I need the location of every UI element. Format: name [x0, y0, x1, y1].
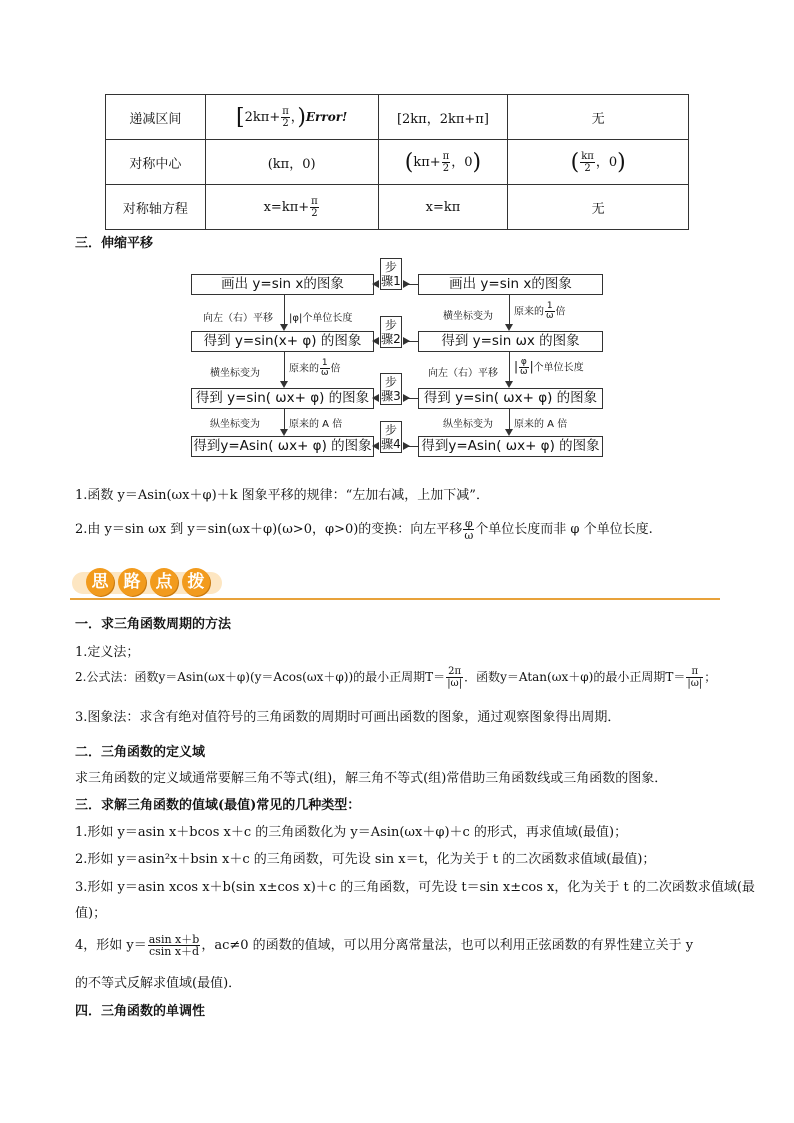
flow-label: 原来的 $\frac{1}{\omega}$ 倍 [289, 358, 341, 378]
note-1: 1.函数 y＝Asin(ωx＋φ)＋k 图象平移的规律：“左加右减，上加下减”． [75, 488, 489, 503]
flow-label: 向左（右）平移 [428, 368, 498, 379]
table-cell: (kπ+ $\frac{\pi}{2}$ ，0) [378, 140, 508, 185]
trig-properties-table [105, 94, 689, 230]
section-title: 二．三角函数的定义域 [75, 745, 206, 760]
flow-label: |φ|个单位长度 [289, 313, 353, 324]
arrow-down-icon [505, 381, 513, 388]
step-1-box: 步骤1 [381, 260, 401, 288]
flow-right-box-4: 得到y=Asin( ωx+ φ) 的图象 [418, 436, 603, 457]
note-2: 2.由 y＝sin ωx 到 y＝sin(ωx＋φ)(ω>0，φ>0)的变换：向左平移 $\frac{\varphi}{\omega}$ 个单位长度而非 φ 个单位长度. [75, 517, 653, 542]
flow-label: 原来的 A 倍 [289, 419, 343, 430]
table-cell: 无 [508, 95, 689, 140]
flow-label: 横坐标变为 [443, 311, 493, 322]
arrow-left-icon [372, 280, 379, 288]
arrow-down-icon [280, 429, 288, 436]
arrow-down-icon [505, 429, 513, 436]
paragraph: 求三角函数的定义域通常要解三角不等式(组)，解三角不等式(组)常借助三角函数线或三角函数的图象． [75, 771, 668, 786]
banner-char: 点 [150, 568, 178, 596]
banner-char: 思 [86, 568, 114, 596]
banner-char: 路 [118, 568, 146, 596]
flow-left-box-1: 画出 y=sin x的图象 [191, 274, 374, 295]
flow-left-box-4: 得到y=Asin( ωx+ φ) 的图象 [191, 436, 374, 457]
table-cell: [2kπ，2kπ+π] [378, 95, 508, 140]
flow-label: 纵坐标变为 [210, 419, 260, 430]
paragraph: 2.形如 y＝asin²x＋bsin x＋c 的三角函数，可先设 sin x＝t，化为关于 t 的二次函数求值域(最值)； [75, 852, 656, 867]
paragraph: 4，形如 y＝ $\frac{\text{asin x＋b}}{\text{csin x＋d}}$ ，ac≠0 的函数的值域，可以用分离常量法，也可以利用正弦函数的有界性建立关于 y [75, 933, 694, 958]
table-cell: x=kπ+ $\frac{\pi}{2}$ [205, 185, 378, 230]
arrow-left-icon [372, 337, 379, 345]
paragraph: 1.定义法； [75, 645, 140, 660]
arrow-left-icon [372, 442, 379, 450]
table-cell: x=kπ [378, 185, 508, 230]
arrow-down-icon [280, 324, 288, 331]
step-2-box: 步骤2 [381, 318, 401, 346]
banner-char: 拨 [182, 568, 210, 596]
flow-label: | $\frac{\varphi}{\omega}$ |个单位长度 [514, 357, 584, 377]
section-title: 四．三角函数的单调性 [75, 1004, 206, 1019]
flow-left-box-2: 得到 y=sin(x+ φ) 的图象 [191, 331, 374, 352]
error-text: Error! [305, 109, 348, 124]
flow-right-box-2: 得到 y=sin ωx 的图象 [418, 331, 603, 352]
flow-right-box-1: 画出 y=sin x的图象 [418, 274, 603, 295]
arrow-left-icon [372, 394, 379, 402]
row-label: 对称中心 [106, 140, 206, 185]
flow-label: 纵坐标变为 [443, 419, 493, 430]
table-cell: 无 [508, 185, 689, 230]
cell-text: 2kπ+ [244, 109, 281, 125]
paragraph: 值)； [75, 906, 107, 921]
flow-right-box-3: 得到 y=sin( ωx+ φ) 的图象 [418, 388, 603, 409]
table-cell: (kπ，0) [205, 140, 378, 185]
paragraph: 的不等式反解求值域(最值)． [75, 976, 242, 991]
paragraph: 1.形如 y＝asin x＋bcos x＋c 的三角函数化为 y＝Asin(ωx＋φ)＋c 的形式，再求值域(最值)； [75, 825, 628, 840]
flow-label: 原来的 A 倍 [514, 419, 568, 430]
flow-label: 横坐标变为 [210, 368, 260, 379]
table-row [106, 185, 689, 230]
table-row [106, 95, 689, 140]
table-cell: [2kπ+ $\frac{\pi}{2}$ ，)Error! [205, 95, 378, 140]
step-4-box: 步骤4 [381, 423, 401, 451]
flow-label: 原来的 $\frac{1}{\omega}$ 倍 [514, 301, 566, 321]
arrow-down-icon [280, 381, 288, 388]
flow-label: 向左（右）平移 [203, 313, 273, 324]
flow-left-box-3: 得到 y=sin( ωx+ φ) 的图象 [191, 388, 374, 409]
step-3-box: 步骤3 [381, 375, 401, 403]
paragraph: 3.形如 y＝asin xcos x＋b(sin x±cos x)＋c 的三角函数，可先设 t＝sin x±cos x，化为关于 t 的二次函数求值域(最 [75, 880, 755, 895]
row-label: 对称轴方程 [106, 185, 206, 230]
arrow-down-icon [505, 324, 513, 331]
section-title: 三．求解三角函数的值域(最值)常见的几种类型： [75, 798, 361, 813]
paragraph: 3.图象法：求含有绝对值符号的三角函数的周期时可画出函数的图象，通过观察图象得出周期． [75, 710, 621, 725]
banner-rule [70, 598, 720, 600]
section-title: 三．伸缩平移 [75, 236, 154, 251]
table-cell: ( $\frac{k\pi}{2}$ ，0) [508, 140, 689, 185]
table-row [106, 140, 689, 185]
section-title: 一．求三角函数周期的方法 [75, 617, 232, 632]
paragraph: 2.公式法：函数y＝Asin(ωx＋φ)(y＝Acos(ωx＋φ))的最小正周期T＝ $\frac{2\pi}{|\omega|}$ ．函数y＝Atan(ωx＋φ)的最小正周期T＝ $\frac{\pi}{|\omega|}$ ； [75, 666, 717, 689]
row-label: 递减区间 [106, 95, 206, 140]
